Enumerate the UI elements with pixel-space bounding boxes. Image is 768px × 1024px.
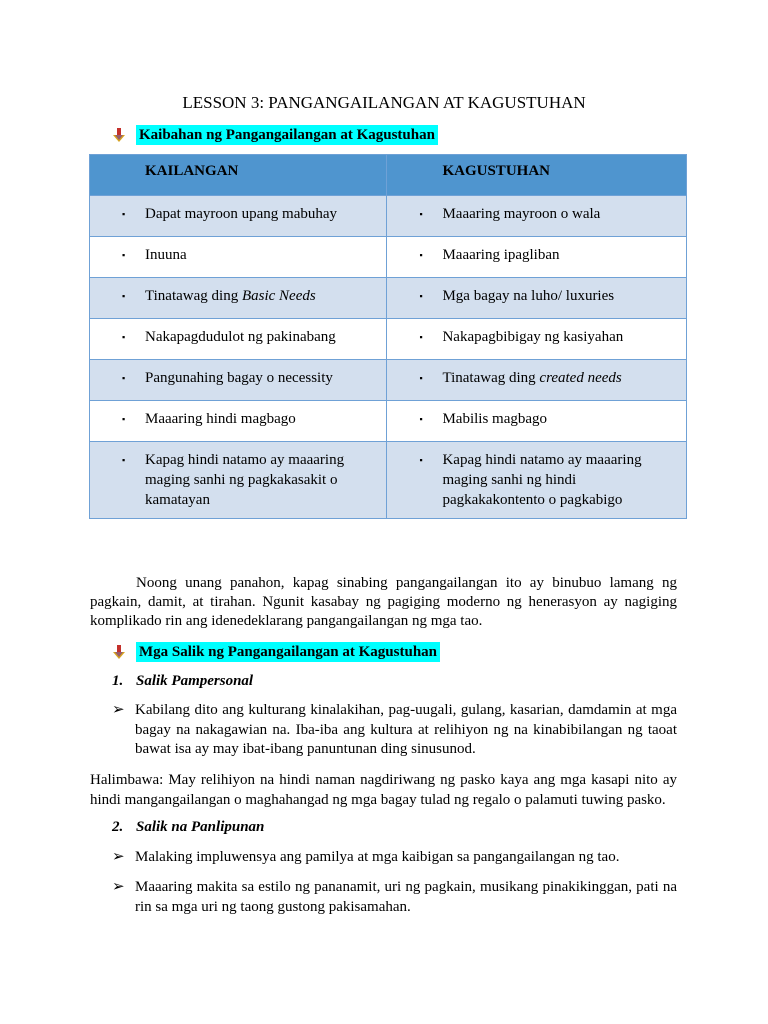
bullet-icon: ▪ (419, 332, 423, 342)
bullet-icon: ▪ (122, 291, 126, 301)
table-cell: Maaaring mayroon o wala (442, 206, 601, 222)
list-item-text: Kabilang dito ang kulturang kinalakihan, pag-uugali, gulang, kasarian, damdamin at mga bagay na nakagawian na. Iba-iba ang kultura at relihiyon ng na kinabibilangan ng taoat bawat isa ay may ibat-ibang panuntunan ding sinusunod. (135, 702, 677, 757)
factor-number: 2. (112, 819, 124, 835)
section-heading-label: Kaibahan ng Pangangailangan at Kagustuhan (136, 125, 438, 145)
down-arrow-icon (112, 644, 126, 660)
page-title: LESSON 3: PANGANGAILANGAN AT KAGUSTUHAN (182, 93, 586, 112)
chevron-bullet-icon: ➢ (112, 849, 125, 865)
factor-label: Salik na Panlipunan (136, 819, 265, 835)
factor-heading-panlipunan (112, 819, 264, 836)
chevron-bullet-icon: ➢ (112, 879, 125, 895)
table-cell: Mabilis magbago (442, 411, 548, 427)
table-row (90, 196, 687, 237)
table-cell: Tinatawag ding Basic Needs (145, 288, 316, 304)
column-header-kailangan: KAILANGAN (90, 155, 387, 196)
chevron-bullet-icon: ➢ (112, 702, 125, 718)
intro-paragraph: Noong unang panahon, kapag sinabing pangangailangan ito ay binubuo lamang ng pagkain, damit, at tirahan. Ngunit kasabay ng pagiging moderno ng henerasyon ay nagiging komplikado rin ang idenedeklarang pangangailangan ng mga tao. (90, 575, 677, 629)
table-row (90, 237, 687, 278)
table-cell: Maaaring ipagliban (442, 247, 560, 263)
down-arrow-icon (112, 127, 126, 143)
list-item-text: Maaaring makita sa estilo ng pananamit, uri ng pagkain, musikang pinakikinggan, pati na rin sa mga uri ng taong gustong pakisamahan. (135, 879, 677, 915)
list-item-text: Malaking impluwensya ang pamilya at mga kaibigan sa pangangailangan ng tao. (135, 849, 620, 865)
section-heading-label: Mga Salik ng Pangangailangan at Kagustuhan (136, 642, 440, 662)
table-cell: Mga bagay na luho/ luxuries (442, 288, 615, 304)
example-paragraph: Halimbawa: May relihiyon na hindi naman nagdiriwang ng pasko kaya ang mga kasapi nito ay hindi mangangailangan o maghahangad ng mga bagay tulad ng regalo o palamuti tuwing pasko. (90, 772, 677, 808)
bullet-icon: ▪ (419, 209, 423, 219)
table-row (90, 401, 687, 442)
table-header-row (90, 155, 687, 196)
bullet-icon: ▪ (122, 373, 126, 383)
bullet-icon: ▪ (122, 332, 126, 342)
bullet-icon: ▪ (122, 250, 126, 260)
table-cell: Tinatawag ding created needs (442, 370, 622, 386)
table-cell: Nakapagbibigay ng kasiyahan (442, 329, 624, 345)
column-header-kagustuhan: KAGUSTUHAN (387, 155, 687, 196)
bullet-icon: ▪ (419, 373, 423, 383)
bullet-icon: ▪ (419, 250, 423, 260)
factor-heading-pampersonal (112, 673, 253, 690)
list-item (112, 701, 677, 760)
table-cell: Nakapagdudulot ng pakinabang (145, 329, 336, 345)
bullet-icon: ▪ (419, 455, 423, 465)
table-cell: Dapat mayroon upang mabuhay (145, 206, 338, 222)
table-row (90, 442, 687, 519)
table-cell: Kapag hindi natamo ay maaaring maging sanhi ng hindi pagkakakontento o pagkabigo (442, 452, 642, 508)
list-item (112, 848, 677, 868)
table-cell: Inuuna (145, 247, 187, 263)
factor-label: Salik Pampersonal (136, 673, 254, 689)
section-heading-salik (112, 641, 440, 663)
bullet-icon: ▪ (122, 209, 126, 219)
section-heading-kaibahan (112, 124, 438, 146)
table-cell: Pangunahing bagay o necessity (145, 370, 333, 386)
comparison-table (89, 154, 687, 519)
factor-number: 1. (112, 673, 124, 689)
table-row (90, 319, 687, 360)
table-row (90, 360, 687, 401)
list-item (112, 878, 677, 917)
table-row (90, 278, 687, 319)
table-cell: Kapag hindi natamo ay maaaring maging sanhi ng pagkakasakit o kamatayan (145, 452, 345, 508)
bullet-icon: ▪ (419, 291, 423, 301)
bullet-icon: ▪ (419, 414, 423, 424)
bullet-icon: ▪ (122, 455, 126, 465)
table-cell: Maaaring hindi magbago (145, 411, 296, 427)
bullet-icon: ▪ (122, 414, 126, 424)
